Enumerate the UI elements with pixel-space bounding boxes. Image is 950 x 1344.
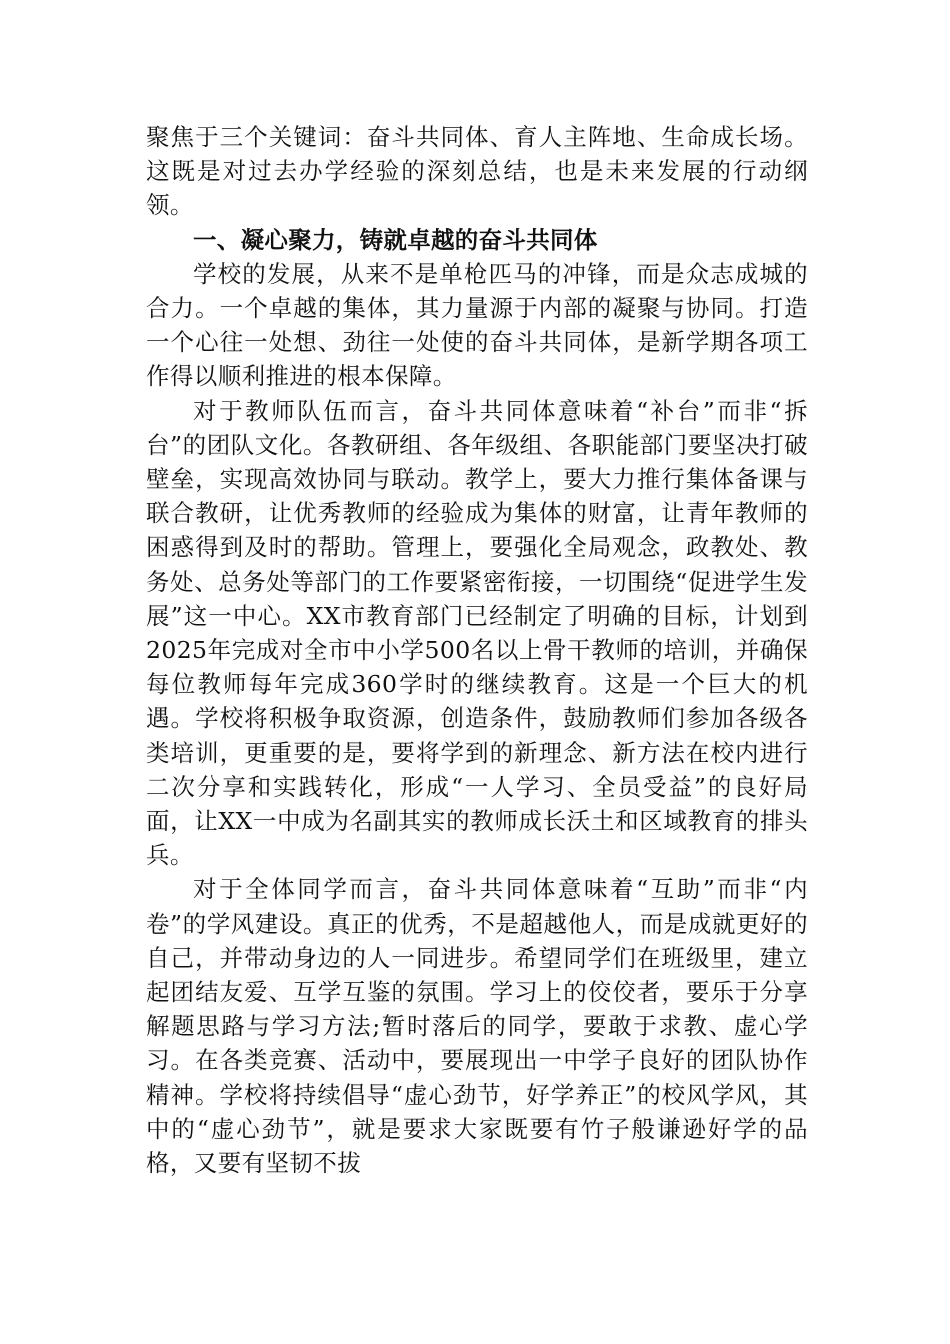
document-body bbox=[146, 120, 808, 1180]
paragraph-continuation: 聚焦于三个关键词：奋斗共同体、育人主阵地、生命成长场。这既是对过去办学经验的深刻总结，也是未来发展的行动纲领。 bbox=[146, 123, 808, 220]
paragraph: 对于教师队伍而言，奋斗共同体意味着“补台”而非“拆台”的团队文化。各教研组、各年级组、各职能部门要坚决打破壁垒，实现高效协同与联动。教学上，要大力推行集体备课与联合教研，让优秀教师的经验成为集体的财富，让青年教师的困惑得到及时的帮助。管理上，要强化全局观念，政教处、教务处、总务处等部门的工作要紧密衔接，一切围绕“促进学生发展”这一中心。XX市教育部门已经制定了明确的目标，计划到2025年完成对全市中小学500名以上骨干教师的培训，并确保每位教师每年完成360学时的继续教育。这是一个巨大的机遇。学校将积极争取资源，创造条件，鼓励教师们参加各级各类培训，更重要的是，要将学到的新理念、新方法在校内进行二次分享和实践转化，形成“一人学习、全员受益”的良好局面，让XX一中成为名副其实的教师成长沃土和区域教育的排头兵。 bbox=[146, 396, 808, 870]
section-heading: 一、凝心聚力，铸就卓越的奋斗共同体 bbox=[193, 225, 598, 254]
paragraph: 对于全体同学而言，奋斗共同体意味着“互助”而非“内卷”的学风建设。真正的优秀，不是超越他人，而是成就更好的自己，并带动身边的人一同进步。希望同学们在班级里，建立起团结友爱、互学互鉴的氛围。学习上的佼佼者，要乐于分享解题思路与学习方法;暂时落后的同学，要敢于求教、虚心学习。在各类竞赛、活动中，要展现出一中学子良好的团队协作精神。学校将持续倡导“虚心劲节，好学养正”的校风学风，其中的“虚心劲节”，就是要求大家既要有竹子般谦逊好学的品格，又要有坚韧不拔 bbox=[146, 875, 808, 1178]
paragraph: 学校的发展，从来不是单枪匹马的冲锋，而是众志成城的合力。一个卓越的集体，其力量源于内部的凝聚与协同。打造一个心往一处想、劲往一处使的奋斗共同体，是新学期各项工作得以顺利推进的根本保障。 bbox=[146, 259, 808, 391]
